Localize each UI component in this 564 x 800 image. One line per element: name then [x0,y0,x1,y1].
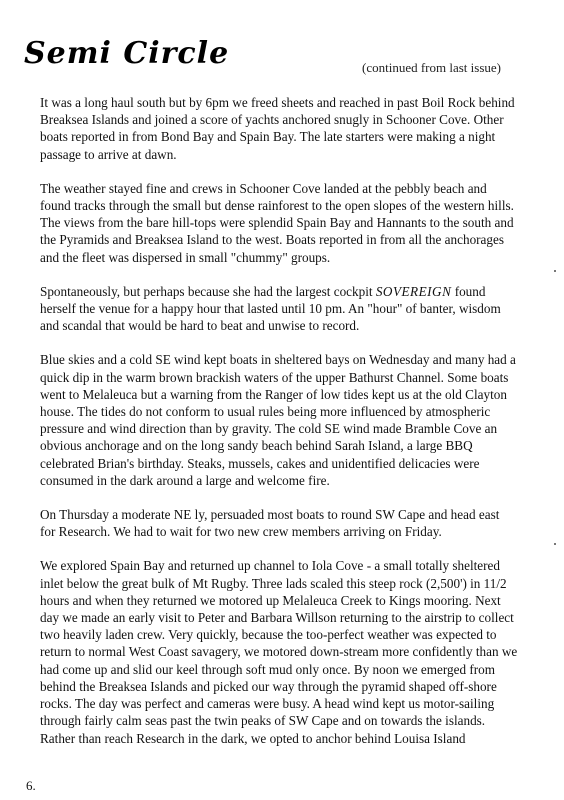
paragraph: On Thursday a moderate NE ly, persuaded most boats to round SW Cape and head east for Research. We had to wait for two new crew members arriving on Friday. [40,507,500,540]
paragraph: Blue skies and a cold SE wind kept boats in sheltered bays on Wednesday and many had a quick dip in the warm brown brackish waters of the upper Bathurst Channel. Some boats went to Melaleuca but a warning from the Ranger of low tides kept us at the old Clayton house. The tides do not conform to usual rules being more influenced by atmospheric pressure and wind direction than by gravity. The cold SE wind made Bramble Cove an obvious anchorage and on the long sandy beach behind Sarah Island, a large BBQ celebrated Brian's birthday. Steaks, mussels, cakes and unidentified delicacies were consumed in the dark around a large and welcome fire. [40,352,516,488]
page-number: 6. [26,778,36,793]
scan-speck [554,543,556,545]
paragraph-text: found herself the venue for a happy hour that lasted until 10 pm. An "hour" of banter, wisdom and scandal that would be hard to beat and unwise to record. [40,283,501,334]
paragraph-text: Spontaneously, but perhaps because she had the largest cockpit [40,283,376,299]
continued-note: (continued from last issue) [362,60,501,75]
boat-name: SOVEREIGN [375,283,452,299]
paragraph [40,283,518,335]
paragraph: It was a long haul south but by 6pm we freed sheets and reached in past Boil Rock behind Breaksea Islands and joined a score of yachts anchored snugly in Schooner Cove. Other boats reported in from Bond Bay and Spain Bay. The late starters were making a night passage to arrive at dawn. [40,95,515,162]
article-title: Semi Circle [24,36,230,71]
paragraph: The weather stayed fine and crews in Schooner Cove landed at the pebbly beach and found tracks through the small but dense rainforest to the open slopes of the western hills. The views from the bare hill-tops were splendid Spain Bay and Hannants to the south and the Pyramids and Breaksea Island to the west. Boats reported in from all the anchorages and the fleet was dispersed in small "chummy" groups. [40,180,514,265]
paragraph: We explored Spain Bay and returned up channel to Iola Cove - a small totally sheltered inlet below the great bulk of Mt Rugby. Three lads scaled this steep rock (2,500') in 11/2 hours and when they returned we motored up Melaleuca Creek to Kings mooring. Next day we made an early visit to Peter and Barbara Willson returning to the airstrip to collect two heavily laden crew. Very quickly, because the too-perfect weather was expected to return to normal West Coast savagery, we motored down-stream more confidently than we had come up and slid our keel through soft mud only once. By noon we emerged from behind the Breaksea Islands and picked our way through the pyramid shaped off-shore rocks. The day was perfect and cameras were busy. A head wind kept us motor-sailing through fairly calm seas past the twin peaks of SW Cape and on towards the islands. Rather than reach Research in the dark, we opted to anchor behind Louisa Island [40,558,518,746]
scan-speck [554,270,556,272]
article-body [40,94,518,747]
